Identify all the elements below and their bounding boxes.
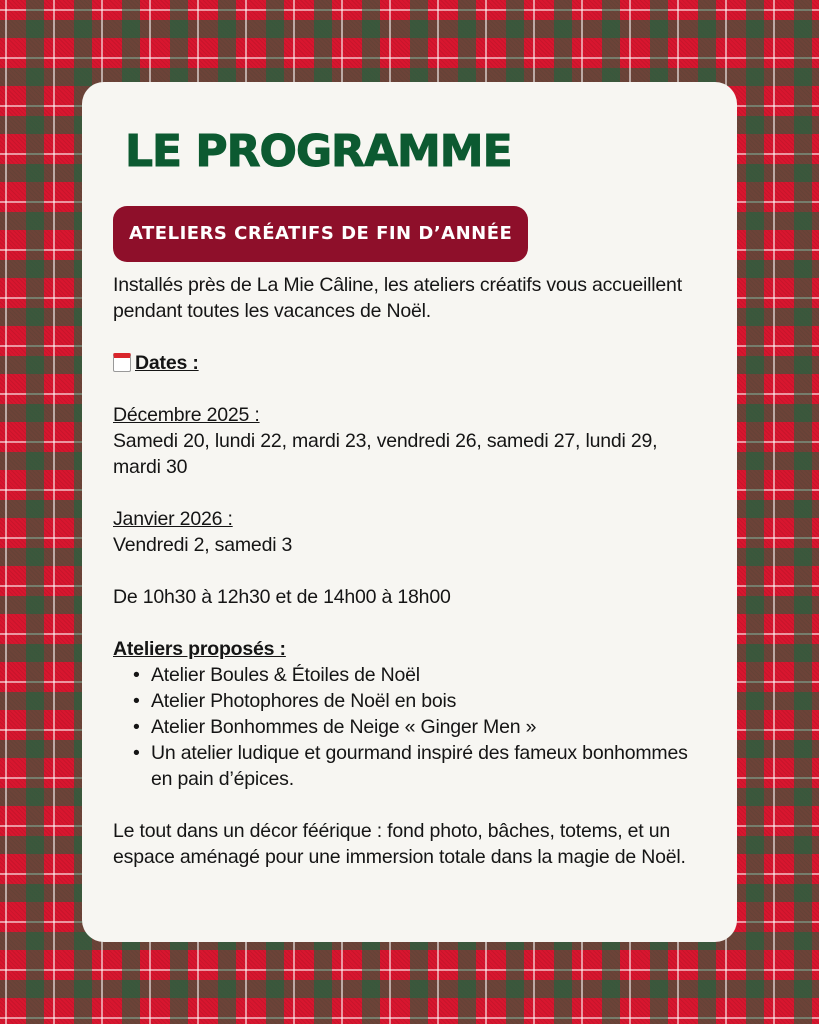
list-item: • Un atelier ludique et gourmand inspiré des fameux bonhommes en pain d’épices. [133, 740, 709, 792]
workshops-list [113, 662, 709, 792]
program-card [82, 82, 737, 942]
december-days: Samedi 20, lundi 22, mardi 23, vendredi 26, samedi 27, lundi 29, mardi 30 [113, 430, 658, 478]
list-item: • Atelier Boules & Étoiles de Noël [133, 662, 709, 688]
section-badge: ATELIERS CRÉATIFS DE FIN D’ANNÉE [113, 206, 528, 262]
workshops-label: Ateliers proposés : [113, 638, 286, 660]
intro-text: Installés près de La Mie Câline, les ateliers créatifs vous accueillent pendant toutes les vacances de Noël. [113, 274, 682, 322]
december-label: Décembre 2025 : [113, 404, 260, 426]
opening-hours: De 10h30 à 12h30 et de 14h00 à 18h00 [113, 586, 451, 608]
january-label: Janvier 2026 : [113, 508, 233, 530]
dates-label: Dates : [135, 352, 199, 374]
january-days: Vendredi 2, samedi 3 [113, 534, 293, 556]
list-item: • Atelier Photophores de Noël en bois [133, 688, 709, 714]
calendar-icon [113, 353, 131, 372]
dates-heading [113, 350, 709, 376]
list-item: • Atelier Bonhommes de Neige « Ginger Men » [133, 714, 709, 740]
closing-text: Le tout dans un décor féérique : fond photo, bâches, totems, et un espace aménagé pour une immersion totale dans la magie de Noël. [113, 820, 686, 868]
page-title: LE PROGRAMME [125, 126, 512, 177]
